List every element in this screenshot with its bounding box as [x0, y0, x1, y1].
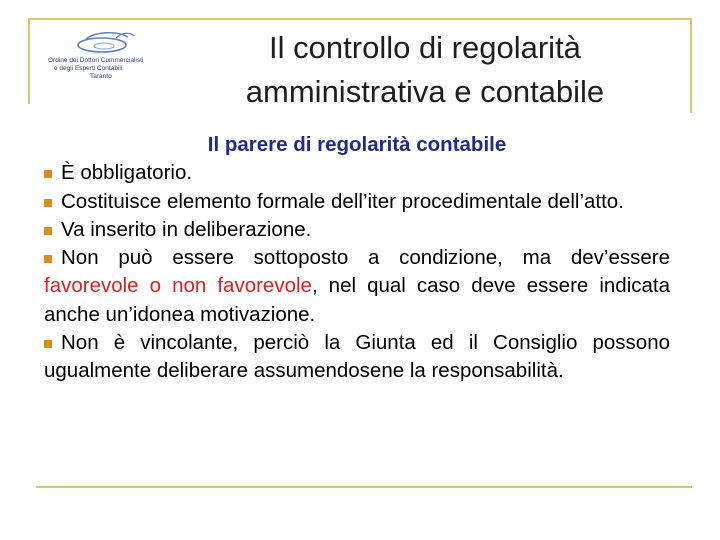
- bullet-item-obligatory: [44, 159, 670, 187]
- highlighted-text: favorevole o non favorevole: [44, 274, 312, 298]
- bullet-text-after: , nel qual caso deve essere indicata anche un’idonea motivazione.: [44, 274, 671, 326]
- square-bullet-icon: [44, 227, 52, 235]
- section-subtitle: Il parere di regolarità contabile: [207, 133, 507, 156]
- bullet-text: Va inserito in deliberazione.: [61, 217, 312, 241]
- bullet-item-formal-element: [44, 188, 670, 216]
- frame-bottom-line: [36, 486, 692, 488]
- frame-right-line: [690, 18, 692, 113]
- slide-title: [180, 26, 670, 114]
- square-bullet-icon: [44, 255, 52, 263]
- bullet-text-before: Non può essere sottoposto a condizione, ma dev’essere: [61, 246, 670, 270]
- frame-left-line: [28, 18, 30, 104]
- bullet-text: È obbligatorio.: [61, 161, 193, 185]
- logo-text-line3: Taranto: [90, 73, 112, 80]
- square-bullet-icon: [44, 199, 52, 207]
- bullet-text: Non è vincolante, perciò la Giunta ed il Consiglio possono ugualmente deliberare assumendosene la responsabilità.: [44, 331, 670, 383]
- bullet-item-deliberation: [44, 216, 670, 244]
- logo-text-line2: e degli Esperti Contabili: [54, 65, 123, 72]
- bullet-item-not-binding: [44, 329, 670, 386]
- bullet-text: Costituisce elemento formale dell’iter procedimentale dell’atto.: [61, 189, 624, 213]
- title-line2: amministrativa e contabile: [245, 74, 605, 109]
- frame-top-line: [28, 18, 692, 20]
- title-line1: Il controllo di regolarità: [269, 30, 581, 65]
- square-bullet-icon: [44, 340, 52, 348]
- slide-body: [44, 131, 670, 386]
- bullet-item-condition: [44, 244, 670, 329]
- square-bullet-icon: [44, 170, 52, 178]
- logo: [36, 28, 176, 90]
- logo-text-line1: Ordine dei Dottori Commercialisti: [48, 57, 144, 64]
- logo-swirl-icon: [36, 28, 176, 58]
